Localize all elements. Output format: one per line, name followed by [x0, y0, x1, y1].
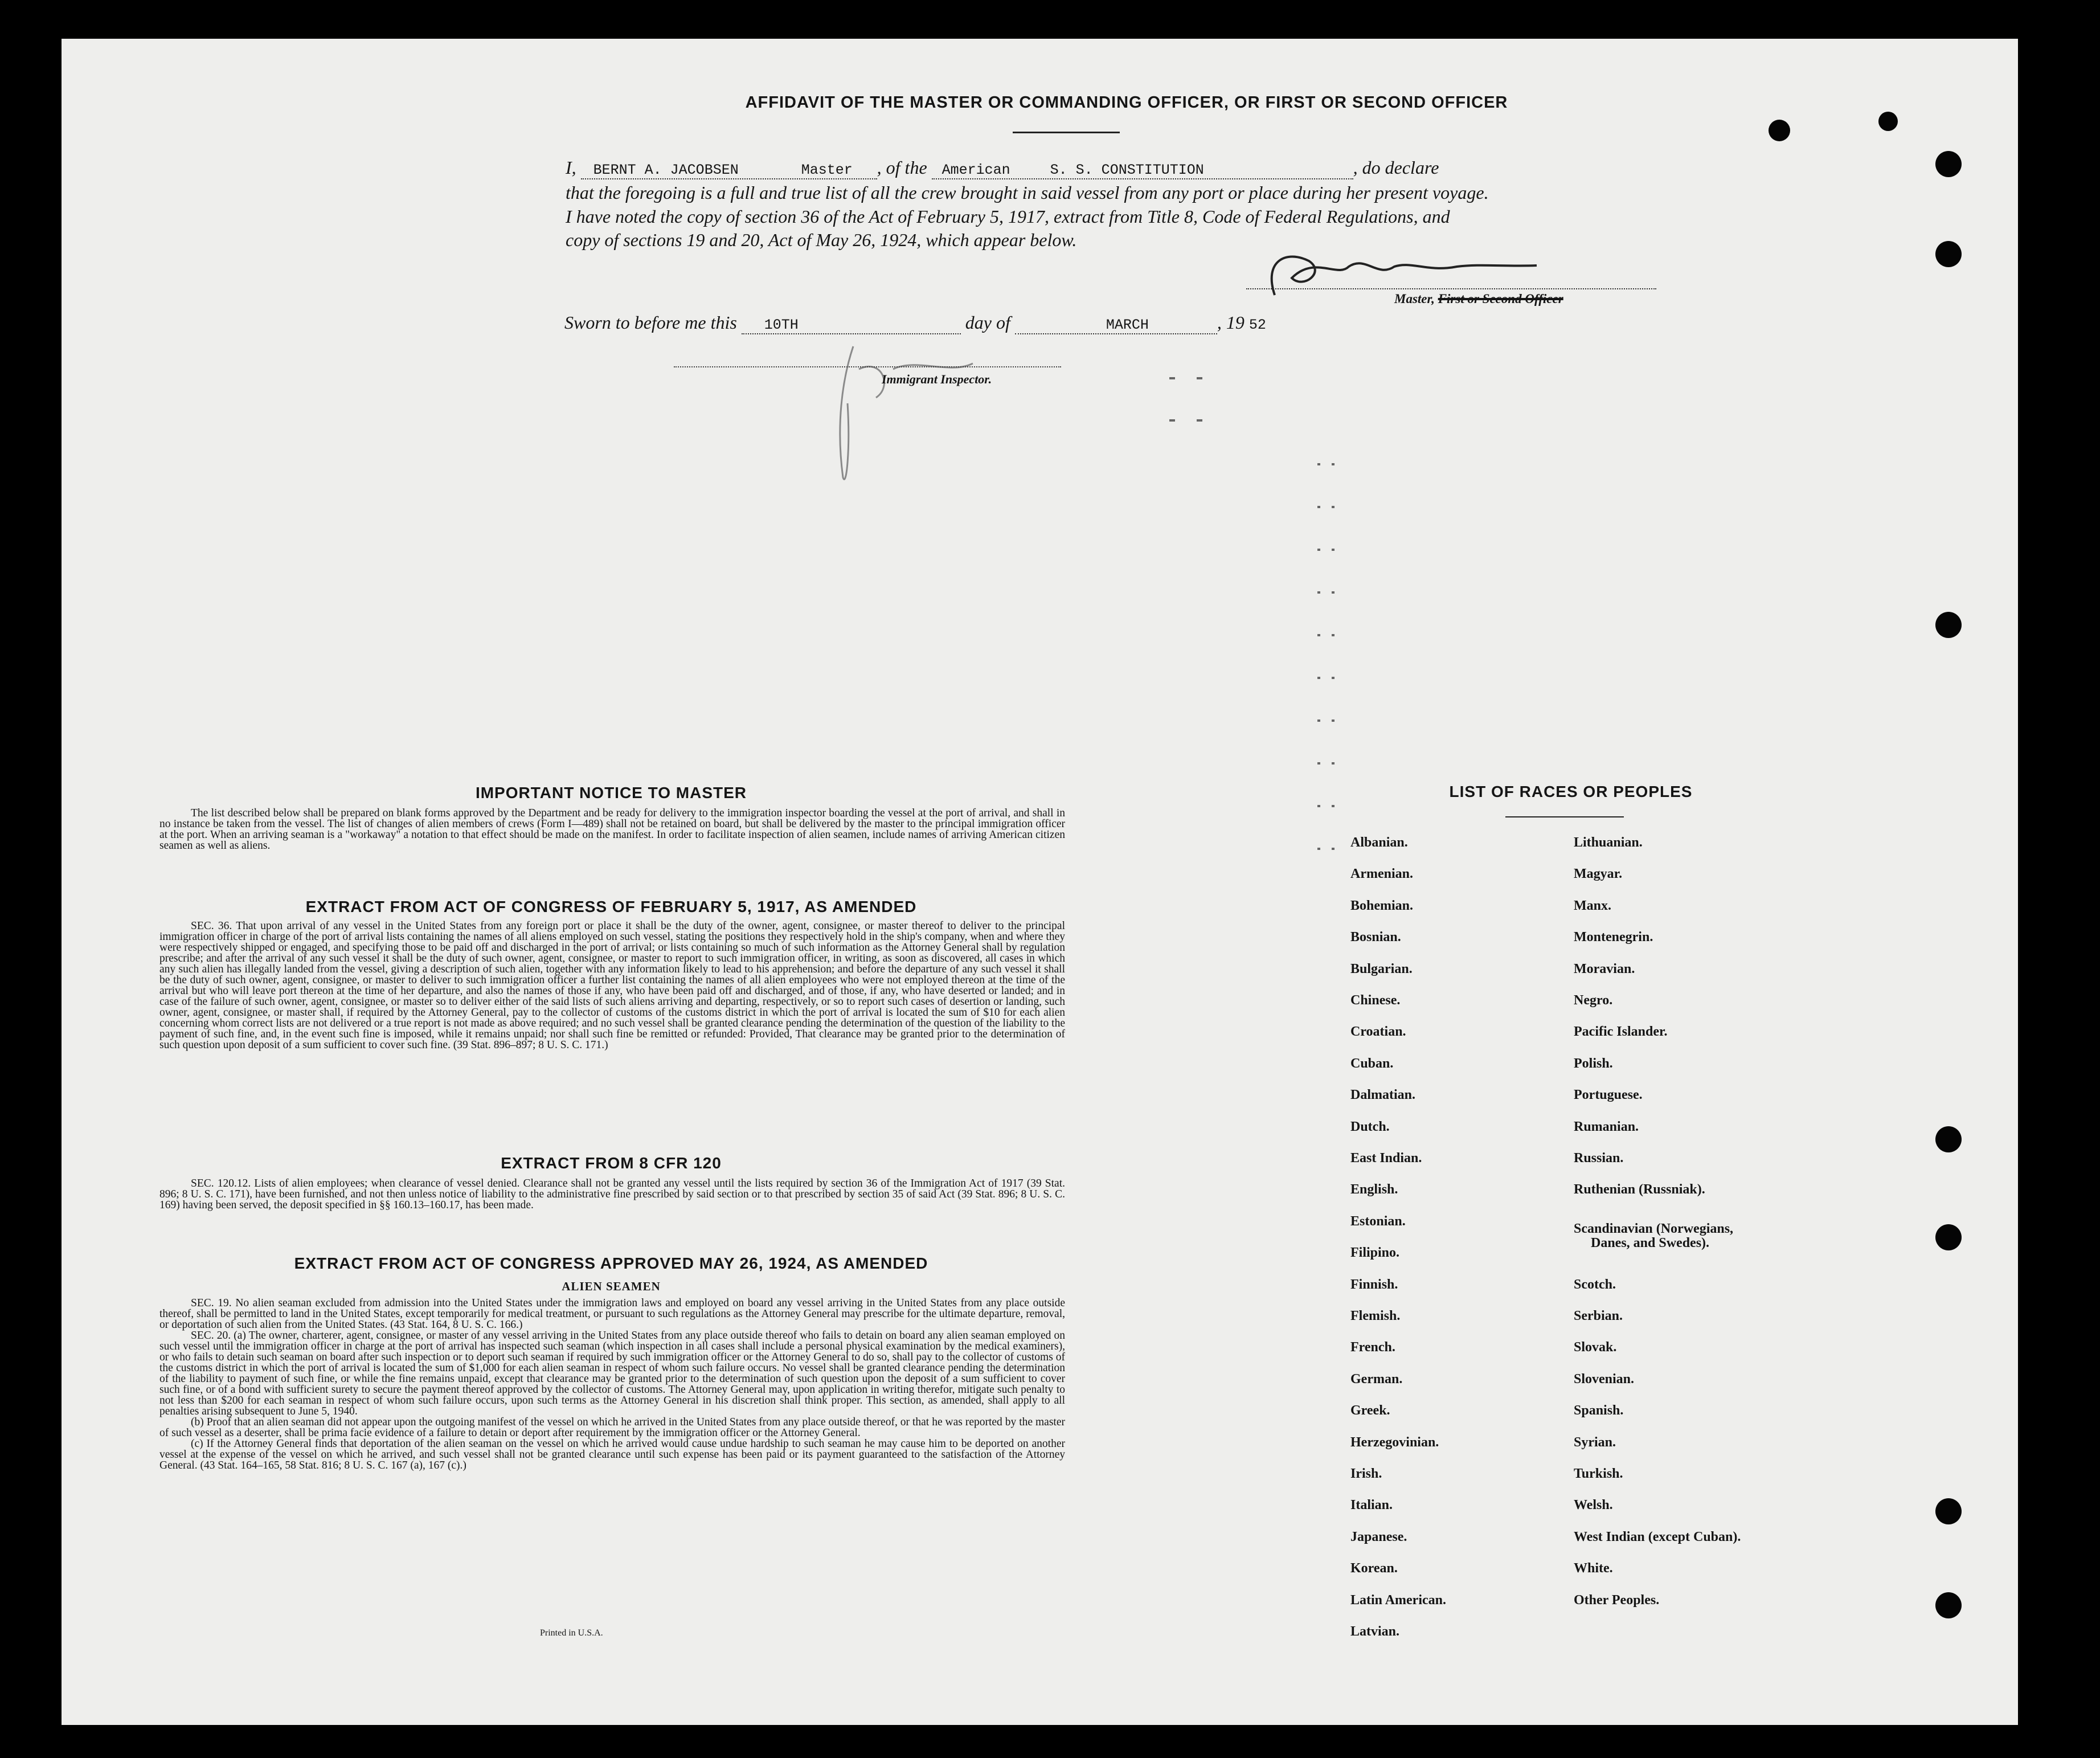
signature-line: [1246, 288, 1656, 289]
race-item: Spanish.: [1574, 1403, 1624, 1418]
caption-struck-officer: First or Second Officer: [1438, 292, 1563, 306]
race-item: French.: [1350, 1340, 1395, 1355]
race-item: Croatian.: [1350, 1024, 1406, 1040]
printed-in-usa: Printed in U.S.A.: [540, 1628, 603, 1638]
race-item: Magyar.: [1574, 866, 1623, 882]
race-item: Polish.: [1574, 1056, 1613, 1071]
race-item: Moravian.: [1574, 961, 1635, 976]
affidavit-line-1: [566, 157, 1659, 179]
sec-20b: (b) Proof that an alien seaman did not appear upon the outgoing manifest of the vessel on which he arrived in the United States from any place outside thereof, or that he was reported by the master of such vessel as a deserter, shall be prima facie evidence of a failure to detain or deport after requirement by the immigration officer or the Attorney General.: [159, 1416, 1065, 1439]
race-item: Bohemian.: [1350, 898, 1414, 913]
race-item: Japanese.: [1350, 1529, 1407, 1544]
race-item: Negro.: [1574, 993, 1613, 1008]
race-item: Serbian.: [1574, 1309, 1623, 1323]
do-declare-label: , do declare: [1353, 157, 1439, 178]
race-item: Irish.: [1350, 1466, 1382, 1481]
race-item: Cuban.: [1350, 1056, 1394, 1071]
race-item: Flemish.: [1350, 1309, 1401, 1323]
extract-1924-body: [159, 1298, 1065, 1471]
sworn-month: MARCH: [1106, 317, 1149, 333]
sworn-line: [564, 312, 1658, 334]
race-item: Armenian.: [1350, 866, 1413, 882]
race-item: English.: [1350, 1182, 1398, 1197]
races-col-1: [1350, 835, 1521, 1690]
race-item: Slovak.: [1574, 1340, 1617, 1355]
sec-19: SEC. 19. No alien seaman excluded from admission into the United States under the immigration laws and employed on board any vessel arriving in the United States from any place outside thereof, shall be permitted to land in the United States, except temporarily for medical treatment, or pursuant to such regulations as the Attorney General may prescribe for the ultimate departure, removal, or deportation of such alien from the United States. (43 Stat. 164, 8 U. S. C. 166.): [159, 1297, 1065, 1331]
inspector-signature: [779, 335, 984, 494]
extract-1917-body: SEC. 36. That upon arrival of any vessel in the United States from any foreign port or place it shall be the duty of the owner, agent, consignee, or master thereof to deliver to the principal immigration officer in charge of the port of arrival lists containing the names of all aliens employed on such vessel, stating the positions they respectively hold in the ship's company, when and where they were respectively shipped or engaged, and specifying those to be paid off and discharged in the port of arrival; or lists containing so much of such information as the Attorney General shall by regulation prescribe; and after the arrival of any such vessel it shall be the duty of such owner, agent, consignee, or master to report to such immigration officer, in writing, as soon as discovered, all cases in which any such alien has illegally landed from the vessel, giving a description of such alien, together with any information likely to lead to his apprehension; and before the departure of any such vessel it shall be the duty of such owner, agent, consignee, or master to deliver to such immigration officer a further list containing the names of all alien employees who were not employed thereon at the time of the arrival but who will leave port thereon at the time of her departure, and also the names of those if any, who have been paid off and discharged, and of those, if any, who have deserted or landed; and in case of the failure of such owner, agent, consignee, or master so to deliver either of the said lists of such aliens arriving and departing, respectively, or so to report such cases of desertion or landing, such owner, agent, consignee, or master shall, if required by the Attorney General, pay to the collector of customs of the customs district in which the port of arrival is located the sum of $10 for each alien concerning whom correct lists are not delivered or a true report is not made as above required; and no such vessel shall be granted clearance pending the determination of the question of the liability to the payment of such fine, and, in the event such fine is imposed, while it remains unpaid; nor shall such fine be remitted or refunded: Provided, That clearance may be granted prior to the determination of such question upon deposit of a sum sufficient to cover such fine. (39 Stat. 896–897; 8 U. S. C. 171.): [159, 920, 1065, 1051]
sworn-label: Sworn to before me this: [564, 312, 737, 333]
punch-hole: [1935, 241, 1962, 267]
race-item: Scandinavian (Norwegians,: [1574, 1221, 1734, 1236]
race-item: Scotch.: [1574, 1277, 1616, 1292]
race-item: Latvian.: [1350, 1624, 1400, 1639]
race-item: Herzegovinian.: [1350, 1434, 1439, 1450]
of-the-label: , of the: [877, 157, 927, 178]
race-item: East Indian.: [1350, 1151, 1422, 1166]
vessel-name: S. S. CONSTITUTION: [1050, 162, 1204, 178]
sec-20a: SEC. 20. (a) The owner, charterer, agent, consignee, or master of any vessel arriving in the United States from any place outside thereof who fails to detain on board any alien seaman employed on such vessel until the immigration officer in charge at the port of arrival has inspected such seaman (which inspection in all cases shall include a personal physical examination by the medical examiners), or who fails to detain such seaman on board after such inspection or to deport such seaman if required by such immigration officer or the Attorney General to do so, shall pay to the collector of customs of the customs district in which the port of arrival is located the sum of $1,000 for each alien seaman in respect of whom such failure occurs. No vessel shall be granted clearance pending the determination of the liability to payment of such fine, or while the fine remains unpaid, except that clearance may be granted prior to the determination of such question upon the deposit of a sum sufficient to cover such fine, or of a bond with sufficient surety to secure the payment thereof approved by the collector of customs. The Attorney General may, upon application in writing therefor, mitigate such penalty to not less than $200 for each seaman in respect of whom such failure occurs, upon such terms as the Attorney General in his discretion shall think proper. This section, as amended, shall apply to all penalties arising subsequent to June 5, 1940.: [159, 1330, 1065, 1417]
race-item: Italian.: [1350, 1498, 1393, 1513]
race-item: German.: [1350, 1371, 1403, 1387]
master-name: BERNT A. JACOBSEN: [593, 162, 739, 178]
race-item: Albanian.: [1350, 835, 1408, 850]
affidavit-line-4: copy of sections 19 and 20, Act of May 26, 1924, which appear below.: [566, 230, 1077, 250]
title-rule: [1013, 132, 1120, 133]
races-rule: [1505, 816, 1624, 817]
day-of-label: day of: [965, 312, 1010, 333]
punch-hole: [1935, 612, 1962, 638]
extract-1917-title: EXTRACT FROM ACT OF CONGRESS OF FEBRUARY 5, 1917, AS AMENDED: [305, 898, 917, 915]
race-item: Latin American.: [1350, 1592, 1446, 1608]
affidavit-title: AFFIDAVIT OF THE MASTER OR COMMANDING OFFICER, OR FIRST OR SECOND OFFICER: [745, 93, 1508, 112]
race-item: Filipino.: [1350, 1245, 1400, 1261]
signature-caption: [1394, 292, 1563, 306]
race-item: Manx.: [1574, 898, 1611, 913]
race-item: Bosnian.: [1350, 930, 1401, 945]
extract-cfr-title: EXTRACT FROM 8 CFR 120: [501, 1154, 722, 1172]
year-prefix: , 19: [1217, 312, 1245, 333]
race-item: Syrian.: [1574, 1434, 1616, 1450]
vessel-nationality: American: [941, 162, 1010, 178]
master-rank: Master: [801, 162, 853, 178]
notice-body: The list described below shall be prepared on blank forms approved by the Department and be ready for delivery to the immigration inspector boarding the vessel at the port of arrival, and shall in no instance be taken from the vessel. The list of changes of alien members of crews (Form I—489) shall not be retained on board, but shall be delivered by the master to the principal immigration officer at the port. When an arriving seaman is a "workaway" a notation to that effect should be made on the manifest. In order to facilitate inspection of alien seamen, include names of arriving American citizen seamen as well as aliens.: [159, 807, 1065, 852]
races-title: LIST OF RACES OR PEOPLES: [1449, 783, 1693, 800]
races-col-2: [1574, 835, 1893, 1661]
race-item: Greek.: [1350, 1403, 1390, 1418]
document-page: [62, 39, 2018, 1725]
race-item: Finnish.: [1350, 1277, 1398, 1292]
affidavit-line-3: I have noted the copy of section 36 of the Act of February 5, 1917, extract from Title 8, Code of Federal Regulations, and: [566, 206, 1450, 227]
race-item: Estonian.: [1350, 1213, 1406, 1229]
inspector-line: [674, 366, 1061, 367]
i-label: I,: [566, 157, 576, 178]
punch-hole: [1935, 1224, 1962, 1250]
ink-spot: [1769, 120, 1790, 141]
sworn-day: 10TH: [764, 317, 799, 333]
race-item: Lithuanian.: [1574, 835, 1643, 850]
sworn-year: 52: [1248, 317, 1266, 333]
extract-1924-title: EXTRACT FROM ACT OF CONGRESS APPROVED MAY 26, 1924, AS AMENDED: [294, 1254, 928, 1272]
race-item: Montenegrin.: [1574, 930, 1653, 945]
race-item: Korean.: [1350, 1561, 1398, 1576]
race-item: Ruthenian (Russniak).: [1574, 1182, 1705, 1197]
punch-hole: [1935, 1498, 1962, 1524]
notice-title: IMPORTANT NOTICE TO MASTER: [475, 784, 747, 802]
race-item: White.: [1574, 1561, 1613, 1576]
sec-20c: (c) If the Attorney General finds that deportation of the alien seaman on the vessel on which he arrived would cause undue hardship to such seaman he may cause him to be deported on another vessel at the expense of the vessel on which he arrived, and such vessel shall not be granted clearance until such expense has been paid or its payment guaranteed to the satisfaction of the Attorney General. (43 Stat. 164–165, 58 Stat. 816; 8 U. S. C. 167 (a), 167 (c).): [159, 1438, 1065, 1471]
punch-hole: [1935, 151, 1962, 177]
alien-seamen-subtitle: ALIEN SEAMEN: [562, 1279, 661, 1293]
punch-hole: [1935, 1126, 1962, 1152]
race-item: Dutch.: [1350, 1119, 1390, 1134]
race-item: Dalmatian.: [1350, 1087, 1415, 1103]
inspector-caption: Immigrant Inspector.: [882, 372, 992, 386]
race-item: Portuguese.: [1574, 1087, 1643, 1103]
race-item: Russian.: [1574, 1151, 1624, 1166]
race-item: Slovenian.: [1574, 1371, 1635, 1387]
punch-hole: [1935, 1592, 1962, 1618]
caption-master: Master,: [1394, 292, 1435, 306]
race-item: Welsh.: [1574, 1498, 1613, 1513]
race-item: Bulgarian.: [1350, 961, 1413, 976]
ink-spot: [1878, 112, 1898, 131]
race-item: Danes, and Swedes).: [1591, 1236, 1710, 1250]
race-item: Other Peoples.: [1574, 1592, 1660, 1608]
extract-cfr-body: SEC. 120.12. Lists of alien employees; when clearance of vessel denied. Clearance shall not be granted any vessel until the lists required by section 36 of the Immigration Act of 1917 (39 Stat. 896; 8 U. S. C. 171), have been furnished, and not then unless notice of liability to the administrative fine prescribed by said section or to that prescribed by section 35 of said Act (39 Stat. 896; 8 U. S. C. 169) having been served, the deposit specified in §§ 160.13–160.17, has been made.: [159, 1178, 1065, 1211]
race-item: Turkish.: [1574, 1466, 1623, 1481]
affidavit-line-2: that the foregoing is a full and true list of all the crew brought in said vessel from any port or place during her present voyage.: [566, 182, 1489, 203]
race-item: Chinese.: [1350, 993, 1401, 1008]
race-item: Pacific Islander.: [1574, 1024, 1668, 1040]
race-item: Rumanian.: [1574, 1119, 1639, 1134]
race-item: West Indian (except Cuban).: [1574, 1529, 1741, 1544]
